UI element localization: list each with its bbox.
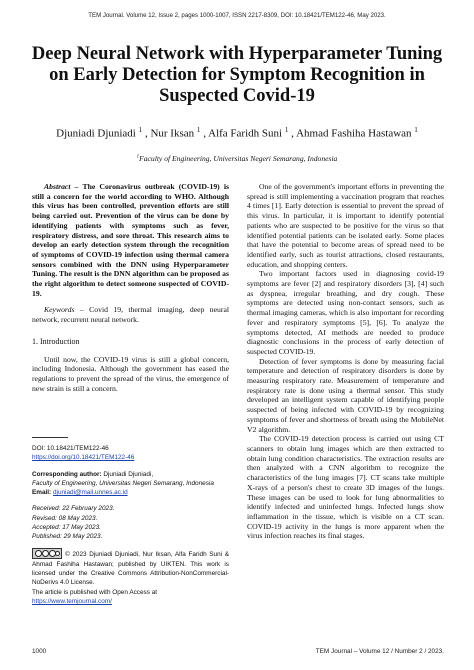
cc-license-icon xyxy=(32,548,62,559)
author-affil-sup: 1 xyxy=(284,126,289,134)
doi-label: DOI: 10.18421/TEM122-46 xyxy=(32,445,109,452)
corresponding-author-affiliation: Faculty of Engineering, Universitas Negeri Semarang, Indonesia xyxy=(32,479,214,487)
abstract-text: The Coronavirus outbreak (COVID-19) is still a concern for the world according to WHO. Although this virus has been controlled, prevention efforts are still being carried out. Prevention of the virus can be done by identifying patients with symptoms such as fever, respiratory distress, and sore throat. This research aims to develop an early detection system through the recognition of symptoms of COVID-19 infection using thermal camera sensors combined with the DNN using Hyperparameter Tuning. The result is the DNN algorithm can be proposed as the right algorithm to detect someone suspected of COVID-19. xyxy=(32,182,229,298)
author-name: Djuniadi Djuniadi xyxy=(56,127,136,140)
page-number: 1000 xyxy=(32,648,47,655)
journal-site-link[interactable]: https://www.temjournal.com/ xyxy=(32,597,112,605)
journal-header: TEM Journal. Volume 12, Issue 2, pages 1000-1007, ISSN 2217-8309, DOI: 10.18421/TEM122-46, May 2023. xyxy=(88,12,386,19)
published-date: Published: 29 May 2023. xyxy=(32,533,103,541)
affiliation-text: Faculty of Engineering, Universitas Negeri Semarang, Indonesia xyxy=(139,154,338,163)
abstract-label: Abstract – xyxy=(44,182,79,191)
body-paragraph: Detection of fever symptoms is done by measuring facial temperature and detection of respiratory disorders is done by measuring respiratory rate. Measurement of temperature and respiratory rate is done using a thermal sensor. This study developed an intelligent system capable of identifying people suspected of being infected with COVID-19 by recognizing symptoms of fever and shortness of breath using the MobileNet V2 algorithm. xyxy=(247,356,444,434)
revised-date: Revised: 08 May 2023. xyxy=(32,514,98,522)
body-paragraph: The COVID-19 detection process is carried out using CT scanners to obtain lung images which are then extracted to obtain lung condition characteristics. The extraction results are then analyzed with a CNN algorithm to recognize the characteristics of the lung images [7]. CT scans take multiple X-rays of a person's chest to create 3D images of the lungs. These images can be used to look for lung abnormalities to identify infected and uninfected lungs. Infected lungs show inflammation in the tissue, which is visible on a CT scan. COVID-19 activity in the lungs is more apparent when the virus infection reaches its final stages. xyxy=(247,434,444,541)
journal-footer: TEM Journal – Volume 12 / Number 2 / 2023. xyxy=(315,648,444,655)
received-date: Received: 22 February 2023. xyxy=(32,505,115,513)
keywords-label: Keywords – xyxy=(44,305,84,315)
right-column xyxy=(247,182,444,541)
author-list: Djuniadi Djuniadi $^1$ , Nur Iksan $^1$ , Alfa Faridh Suni $^1$ , Ahmad Fashiha Hastawan $^1$ xyxy=(56,126,418,140)
license-text: © 2023 Djuniadi Djuniadi, Nur Iksan, Alfa Faridh Suni & Ahmad Fashiha Hastawan; published by UIKTEN. This work is licensed under the Creative Commons Attribution-NonCommercial-NoDerivs 4.0 License. xyxy=(32,550,229,587)
body-paragraph: One of the government's important efforts in preventing the spread is still implementing a vaccination program that reaches 4 times [1]. Early detection is essential to prevent the spread of this virus. In particular, it is important to identify potential patients who are suspected to be positive for the virus so that identified potential patients can be isolated early. Some places that have the potential to become areas of spread need to be identified early, such as tourist attractions, closed restaurants, education, and shopping centers. xyxy=(247,182,444,269)
paper-title: Deep Neural Network with Hyperparameter Tuning on Early Detection for Symptom Recognition in Suspected Covid-19 xyxy=(31,44,443,106)
author-affil-sup: 1 xyxy=(138,126,143,134)
email-link[interactable]: djuniadi@mail.unnes.ac.id xyxy=(52,489,128,497)
email-label: Email: xyxy=(32,489,52,497)
author-name: Nur Iksan xyxy=(150,127,195,140)
corresponding-author-label: Corresponding author: xyxy=(32,470,102,478)
keywords xyxy=(32,305,229,324)
abstract xyxy=(32,182,229,298)
author-name: Alfa Faridh Suni xyxy=(208,127,283,140)
corresponding-author-name: Djuniadi Djuniadi, xyxy=(101,470,154,478)
affiliation-sup: 1 xyxy=(136,154,140,160)
footnote-divider xyxy=(32,437,68,438)
body-paragraph: Two important factors used in diagnosing covid-19 symptoms are fever [2] and respiratory disorders [3], [4] such as dyspnea, irregular breathing, and dry cough. These symptoms are detected using non-contact sensors, such as thermal imaging cameras, which is also important for recording fever and respiratory symptoms [5], [6]. To analyze the symptoms detected, AI methods are needed to produce diagnostic conclusions in the process of early detection of suspected COVID-19. xyxy=(247,269,444,356)
intro-paragraph: Until now, the COVID-19 virus is still a global concern, including Indonesia. Although the government has eased the regulations to prevent the spread of the virus, the emergence of new strain is still a concern. xyxy=(32,354,229,393)
footnotes xyxy=(32,444,229,606)
author-affil-sup: 1 xyxy=(196,126,201,134)
affiliation xyxy=(0,154,474,163)
doi-link[interactable]: https://doi.org/10.18421/TEM122-46 xyxy=(32,454,135,462)
open-access-text: The article is published with Open Access at xyxy=(32,588,158,596)
left-column xyxy=(32,182,229,393)
keywords-text: Covid 19, thermal imaging, deep neural network, recurrent neural network. xyxy=(32,305,229,325)
accepted-date: Accepted: 17 May 2023. xyxy=(32,524,101,532)
author-name: Ahmad Fashiha Hastawan xyxy=(296,127,412,140)
author-affil-sup: 1 xyxy=(414,126,418,134)
section-heading: 1. Introduction xyxy=(32,336,80,346)
